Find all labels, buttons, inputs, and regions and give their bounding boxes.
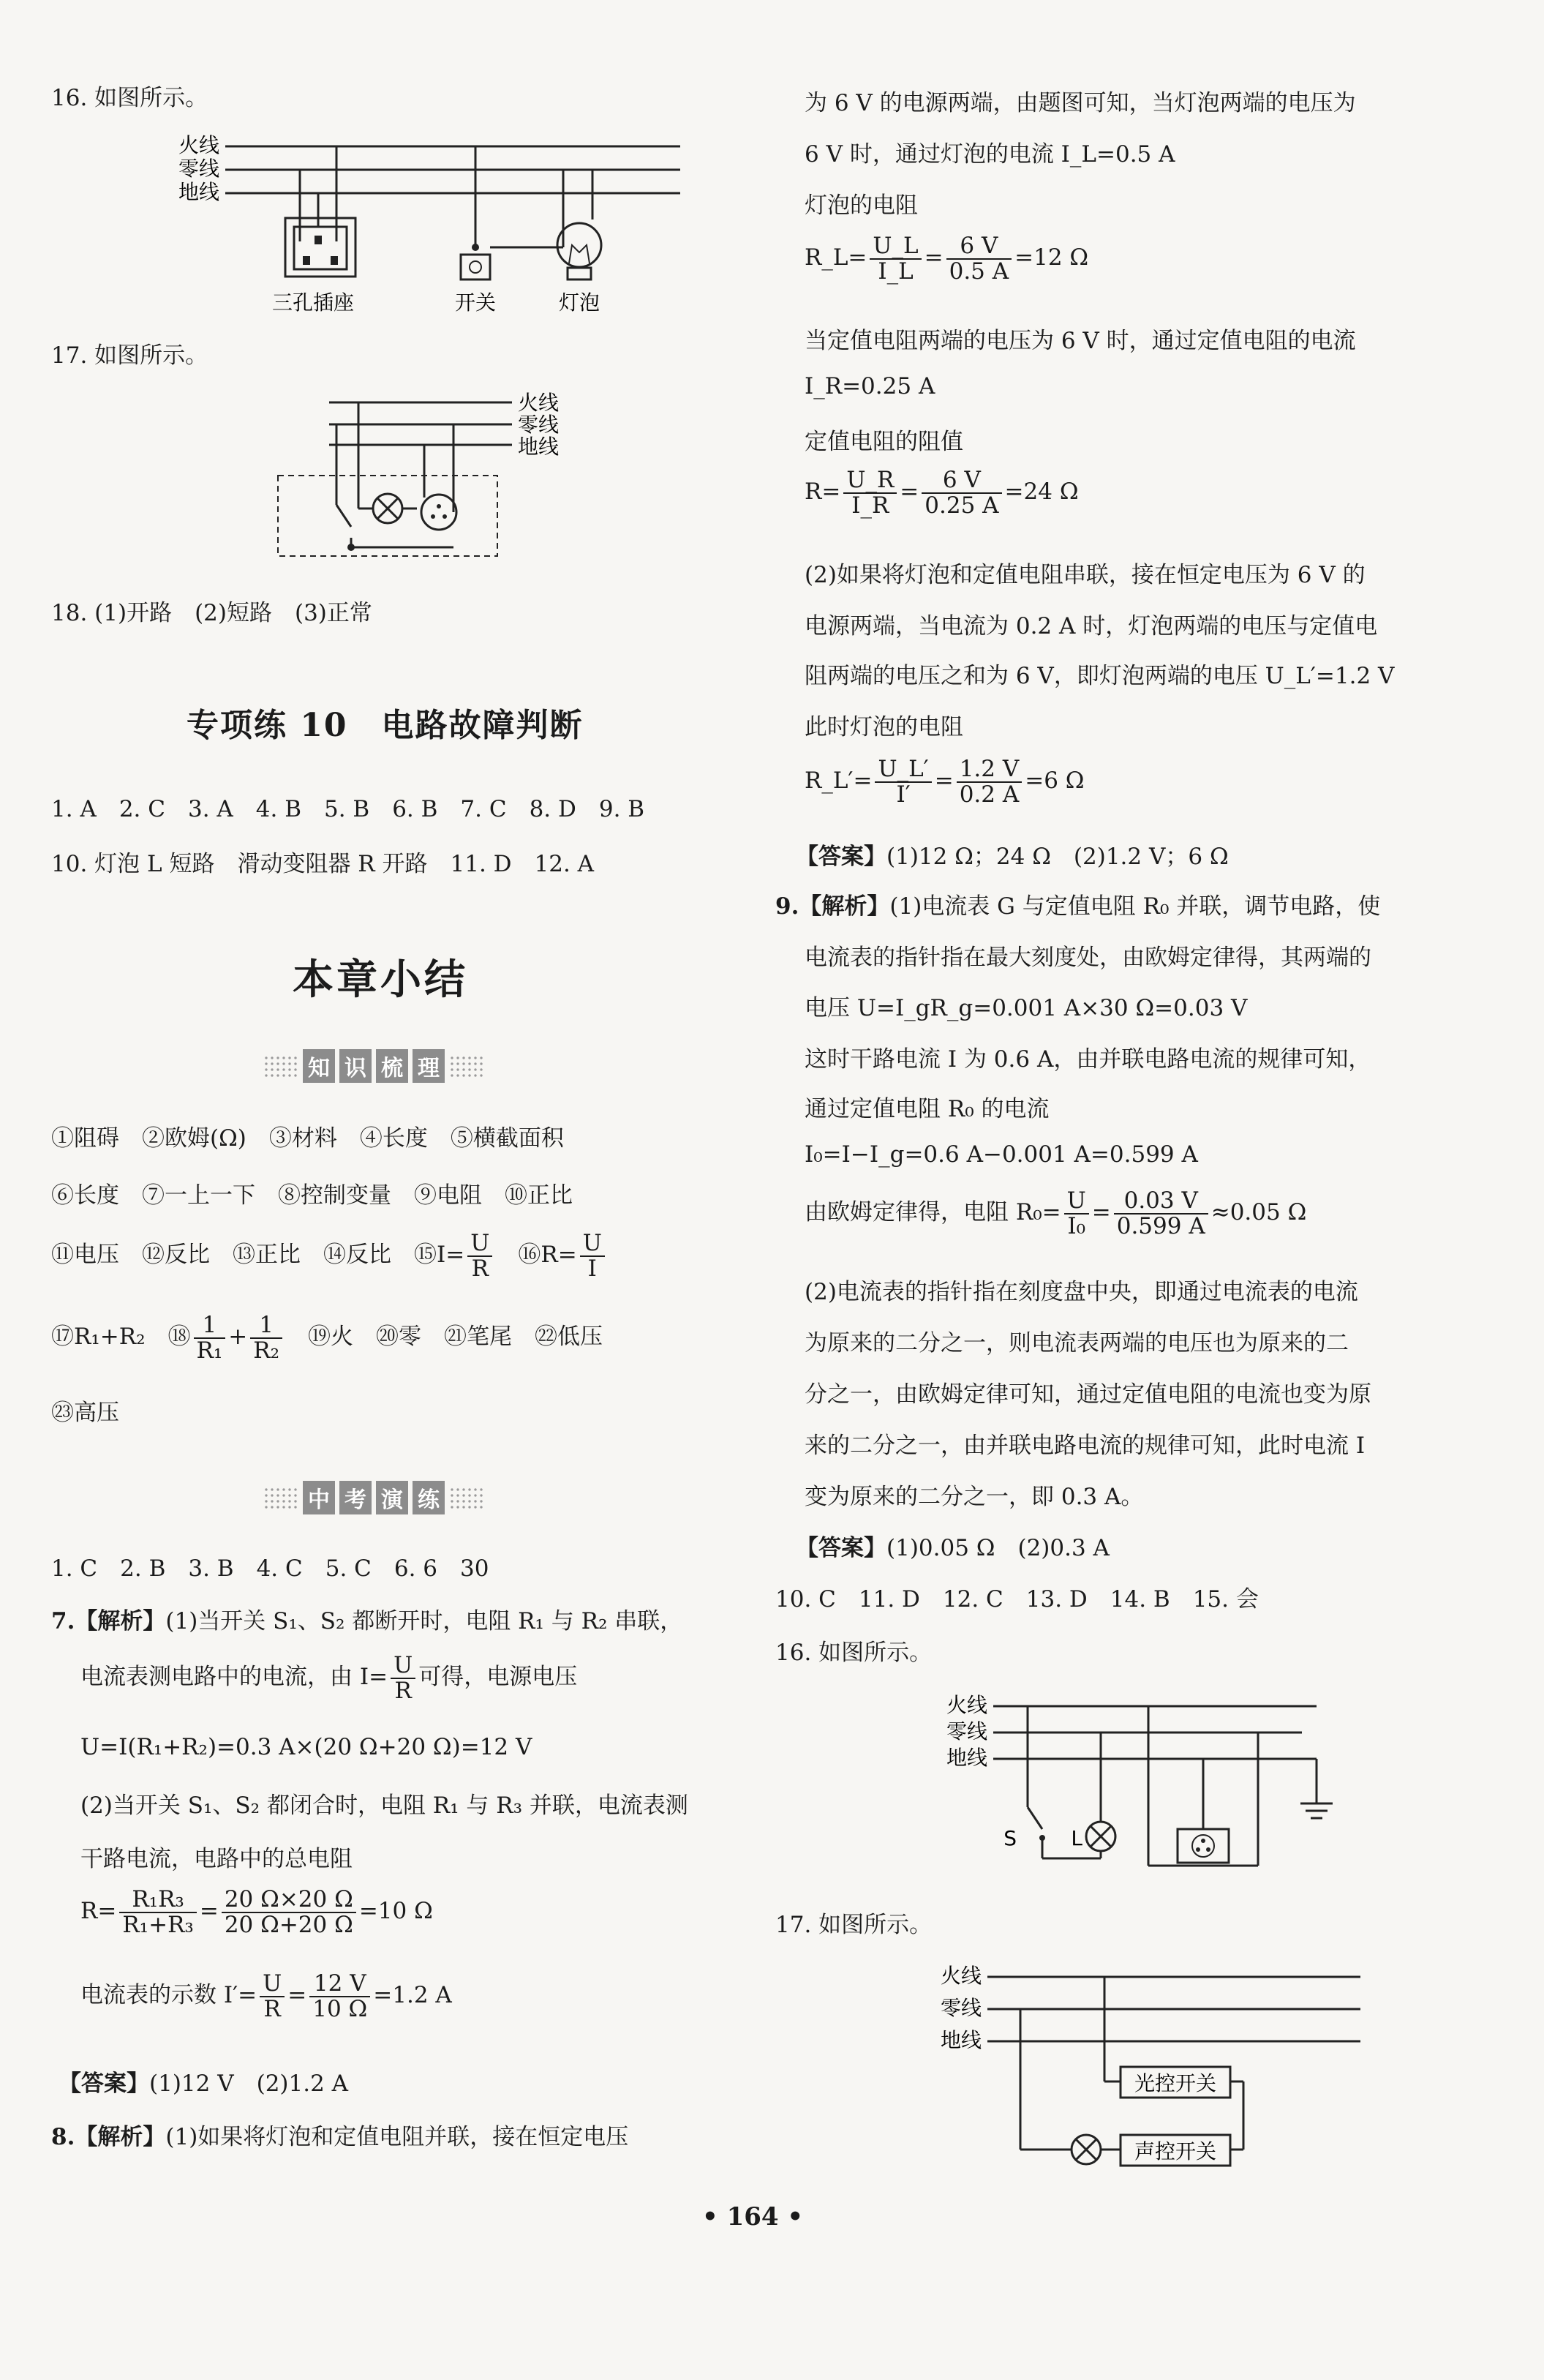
q9-line1: 9.【解析】(1)电流表 G 与定值电阻 R₀ 并联，调节电路，使	[775, 893, 1381, 920]
fig17r-ground-label: 地线	[940, 2028, 982, 2052]
page-number: • 164 •	[702, 2202, 804, 2231]
sound-switch-label: 声控开关	[1134, 2139, 1217, 2163]
fig16r-ground-label: 地线	[946, 1746, 987, 1770]
banner-char: 理	[413, 1049, 445, 1083]
q7-line7: 电流表的示数 I′= $\frac{U}{R}$ = $\frac{12 V}{10 \Omega}$ =1.2 A	[80, 1970, 452, 2022]
q9-line8: (2)电流表的指针指在刻度盘中央，即通过电流表的电流	[805, 1279, 1358, 1305]
q9-line5: 通过定值电阻 R₀ 的电流	[805, 1096, 1050, 1122]
q7-line4: (2)当开关 S₁、S₂ 都闭合时，电阻 R₁ 与 R₃ 并联，电流表测	[80, 1792, 688, 1819]
q8-answer: 【答案】(1)12 Ω；24 Ω (2)1.2 V；6 Ω	[796, 844, 1229, 870]
q8-cont-line5: 当定值电阻两端的电压为 6 V 时，通过定值电阻的电流	[805, 328, 1356, 354]
socket-label: 三孔插座	[271, 290, 355, 315]
banner-char: 梳	[376, 1049, 408, 1083]
q8-cont-line11: 阻两端的电压之和为 6 V，即灯泡两端的电压 U_L′=1.2 V	[805, 663, 1395, 689]
fraction: $\frac{U}{\text{I₀}}$	[1064, 1189, 1089, 1238]
banner-char: 知	[303, 1049, 335, 1083]
q9-line12: 变为原来的二分之一，即 0.3 A。	[805, 1484, 1144, 1510]
fraction: $\frac{U\_L}{I\_L}$	[870, 234, 921, 283]
q9-line9: 为原来的二分之一，则电流表两端的电压也为原来的二	[805, 1330, 1349, 1356]
banner-char: 中	[303, 1481, 335, 1514]
special-answers-line1: 1. A 2. C 3. A 4. B 5. B 6. B 7. C 8. D 9. B	[51, 796, 645, 822]
fig17-right-wiring-diagram	[929, 1953, 1382, 2173]
fig17r-fire-label: 火线	[940, 1964, 982, 1988]
fig17r-neutral-label: 零线	[940, 1996, 982, 2020]
chapter-summary-title: 本章小结	[293, 956, 468, 1004]
exam-answers-line1: 1. C 2. B 3. B 4. C 5. C 6. 6 30	[51, 1555, 489, 1582]
fig16-wiring-diagram	[168, 124, 695, 322]
fraction: $\frac{U\_R}{I\_R}$	[843, 468, 897, 517]
lamp-l-label: L	[1071, 1826, 1082, 1850]
q7-line1: 7.【解析】(1)当开关 S₁、S₂ 都断开时，电阻 R₁ 与 R₂ 串联，	[51, 1608, 683, 1634]
switch-label: 开关	[454, 290, 497, 315]
q9-line11: 来的二分之一，由并联电路电流的规律可知，此时电流 I	[805, 1433, 1366, 1459]
light-switch-label: 光控开关	[1134, 2071, 1217, 2095]
fraction: $\frac{U}{R}$	[467, 1231, 492, 1280]
k3-text: ⑪电压 ⑫反比 ⑬正比 ⑭反比 ⑮I=	[51, 1242, 465, 1269]
switch-s-label: S	[1003, 1826, 1017, 1850]
fig17-ground-label: 地线	[518, 435, 560, 459]
fraction: $\frac{6 V}{0.25 A}$	[922, 468, 1001, 517]
fraction: $\frac{0.03 V}{0.599 A}$	[1114, 1189, 1208, 1238]
fraction: $\frac{1.2 V}{0.2 A}$	[957, 757, 1023, 806]
fig16-fire-label: 火线	[178, 133, 219, 157]
q8-cont-line6: I_R=0.25 A	[805, 373, 935, 399]
fig16-neutral-label: 零线	[178, 157, 219, 181]
dashed-enclosure	[278, 476, 497, 556]
k4-text: ⑰R₁+R₂ ⑱	[51, 1324, 191, 1351]
q9-line4: 这时干路电流 I 为 0.6 A，由并联电路电流的规律可知，	[805, 1046, 1371, 1073]
fig17-neutral-label: 零线	[518, 413, 560, 437]
q9-line7: 由欧姆定律得，电阻 R₀= $\frac{U}{\text{I₀}}$ = $\frac{0.03 V}{0.599 A}$ ≈0.05 Ω	[805, 1187, 1307, 1239]
q8-cont-line2: 6 V 时，通过灯泡的电流 I_L=0.5 A	[805, 141, 1175, 168]
fig17-socket	[421, 495, 456, 530]
banner-char: 练	[413, 1481, 445, 1514]
q7-line2: 电流表测电路中的电流，由 I= $\frac{U}{R}$ 可得，电源电压	[80, 1652, 578, 1704]
knowledge-line5: ㉓高压	[51, 1400, 119, 1426]
fraction: $\frac{1}{\text{R₁}}$	[194, 1313, 226, 1362]
fig17-wiring-diagram	[271, 380, 622, 571]
banner-char: 考	[339, 1481, 372, 1514]
banner-char: 识	[339, 1049, 372, 1083]
q8-cont-line12: 此时灯泡的电阻	[805, 714, 963, 740]
q9-answer: 【答案】(1)0.05 Ω (2)0.3 A	[796, 1535, 1110, 1561]
knowledge-line3	[51, 1231, 608, 1280]
right-q17-label: 17. 如图所示。	[775, 1912, 933, 1938]
q8-cont-line1: 为 6 V 的电源两端，由题图可知，当灯泡两端的电压为	[805, 90, 1356, 116]
fraction: $\frac{6 V}{0.5 A}$	[946, 234, 1012, 283]
q18-answer: 18. (1)开路 (2)短路 (3)正常	[51, 600, 372, 626]
fraction: $\frac{1}{\text{R₂}}$	[250, 1313, 282, 1362]
fig16r-fire-label: 火线	[946, 1693, 987, 1717]
q8-line1: 8.【解析】(1)如果将灯泡和定值电阻并联，接在恒定电压	[51, 2124, 629, 2150]
k4-text: ⑲火 ⑳零 ㉑笔尾 ㉒低压	[285, 1324, 603, 1351]
q7-line6: R= $\frac{\text{R₁R₃}}{\text{R₁+R₃}}$ = $\frac{20 \Omega\times 20 \Omega}{20 \Omega+20 \Omega}$ =10 Ω	[80, 1886, 433, 1938]
q8-cont-line10: 电源两端，当电流为 0.2 A 时，灯泡两端的电压与定值电	[805, 613, 1378, 639]
banner-char: 演	[376, 1481, 408, 1514]
fraction: $\frac{U}{R}$	[260, 1972, 285, 2021]
special-practice-title: 专项练 10 电路故障判断	[187, 707, 584, 744]
knowledge-line1: ①阻碍 ②欧姆(Ω) ③材料 ④长度 ⑤横截面积	[51, 1125, 564, 1152]
fraction: $\frac{20 \Omega\times 20 \Omega}{20 \Omega+20 \Omega}$	[222, 1888, 356, 1937]
fraction: $\frac{12 V}{10 \Omega}$	[309, 1972, 370, 2021]
q8-cont-line7: 定值电阻的阻值	[805, 429, 963, 455]
knowledge-line2: ⑥长度 ⑦一上一下 ⑧控制变量 ⑨电阻 ⑩正比	[51, 1182, 573, 1209]
q7-answer: 【答案】(1)12 V (2)1.2 A	[59, 2071, 349, 2097]
switch-box	[461, 255, 490, 279]
q7-line5: 干路电流，电路中的总电阻	[80, 1846, 353, 1872]
fraction: $\frac{U}{R}$	[391, 1653, 415, 1703]
fraction: $\frac{U}{I}$	[580, 1231, 605, 1280]
fig16-right-wiring-diagram	[936, 1683, 1360, 1888]
switch-s	[1028, 1807, 1042, 1829]
fraction: $\frac{U\_L'}{I'}$	[875, 757, 931, 806]
fig17-fire-label: 火线	[518, 391, 560, 415]
q8-cont-line3: 灯泡的电阻	[805, 192, 918, 219]
exam-practice-banner	[263, 1478, 484, 1517]
q8-formula-rl-prime: R_L′= $\frac{U\_L'}{I'}$ = $\frac{1.2 V}{0.2 A}$ =6 Ω	[805, 756, 1085, 808]
q9-line2: 电流表的指针指在最大刻度处，由欧姆定律得，其两端的	[805, 945, 1371, 971]
q9-line10: 分之一，由欧姆定律可知，通过定值电阻的电流也变为原	[805, 1381, 1371, 1408]
right-answers-line: 10. C 11. D 12. C 13. D 14. B 15. 会	[775, 1586, 1259, 1613]
special-answers-line2: 10. 灯泡 L 短路 滑动变阻器 R 开路 11. D 12. A	[51, 851, 595, 877]
right-q16-label: 16. 如图所示。	[775, 1640, 933, 1666]
q8-formula-rl: R_L= $\frac{U\_L}{I\_L}$ = $\frac{6 V}{0.5 A}$ =12 Ω	[805, 233, 1089, 285]
fraction: $\frac{\text{R₁R₃}}{\text{R₁+R₃}}$	[119, 1888, 197, 1937]
fig16-ground-label: 地线	[178, 180, 219, 204]
q17-label: 17. 如图所示。	[51, 342, 208, 369]
q9-line6: I₀=I−I_g=0.6 A−0.001 A=0.599 A	[805, 1141, 1198, 1168]
q16-label: 16. 如图所示。	[51, 85, 208, 111]
bulb-label: 灯泡	[558, 290, 600, 315]
q9-line3: 电压 U=I_gR_g=0.001 A×30 Ω=0.03 V	[805, 995, 1248, 1021]
q8-formula-r: R= $\frac{U\_R}{I\_R}$ = $\frac{6 V}{0.25 A}$ =24 Ω	[805, 467, 1079, 519]
q7-line3: U=I(R₁+R₂)=0.3 A×(20 Ω+20 Ω)=12 V	[80, 1734, 532, 1760]
fig16r-neutral-label: 零线	[946, 1719, 987, 1743]
knowledge-review-banner	[263, 1046, 484, 1086]
q8-cont-line9: (2)如果将灯泡和定值电阻串联，接在恒定电压为 6 V 的	[805, 562, 1366, 588]
k3-text: ⑯R=	[518, 1242, 577, 1269]
knowledge-line4: ⑰R₁+R₂ ⑱ $\frac{1}{\text{R₁}}$ + $\frac{1}{\text{R₂}}$ ⑲火 ⑳零 ㉑笔尾 ㉒低压	[51, 1312, 603, 1364]
socket-box	[1178, 1829, 1229, 1863]
